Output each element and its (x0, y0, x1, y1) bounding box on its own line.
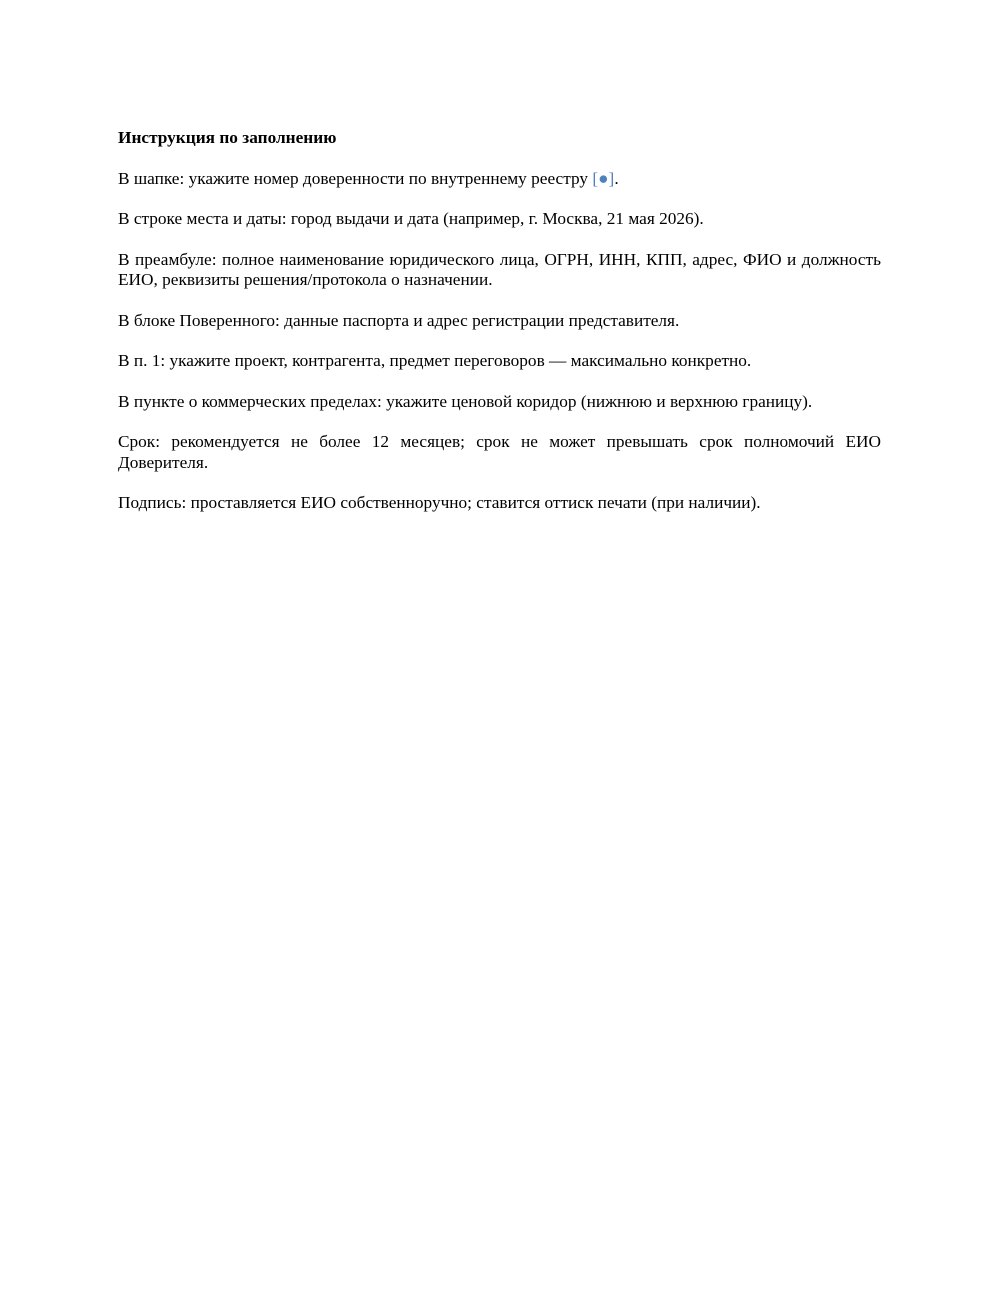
instruction-text-suffix: . (614, 168, 619, 188)
document-page (118, 128, 881, 534)
document-heading: Инструкция по заполнению (118, 128, 337, 147)
instruction-paragraph-term: Срок: рекомендуется не более 12 месяцев; срок не может превышать срок полномочий ЕИО Доверителя. (118, 432, 881, 472)
instruction-paragraph-header (118, 169, 881, 190)
instruction-paragraph-commercial-limits: В пункте о коммерческих пределах: укажите ценовой коридор (нижнюю и верхнюю границу). (118, 391, 813, 411)
instruction-paragraph-preamble: В преамбуле: полное наименование юридического лица, ОГРН, ИНН, КПП, адрес, ФИО и должность ЕИО, реквизиты решения/протокола о назначении. (118, 249, 881, 289)
instruction-paragraph-place-date: В строке места и даты: город выдачи и дата (например, г. Москва, 21 мая 2026). (118, 209, 704, 228)
registry-number-placeholder: [●] (592, 168, 615, 188)
instruction-paragraph-clause-1: В п. 1: укажите проект, контрагента, предмет переговоров — максимально конкретно. (118, 351, 752, 370)
instruction-paragraph-signature: Подпись: проставляется ЕИО собственноручно; ставится оттиск печати (при наличии). (118, 493, 761, 512)
instruction-text: В шапке: укажите номер доверенности по внутреннему реестру (118, 168, 593, 188)
instruction-paragraph-attorney: В блоке Поверенного: данные паспорта и адрес регистрации представителя. (118, 310, 680, 330)
